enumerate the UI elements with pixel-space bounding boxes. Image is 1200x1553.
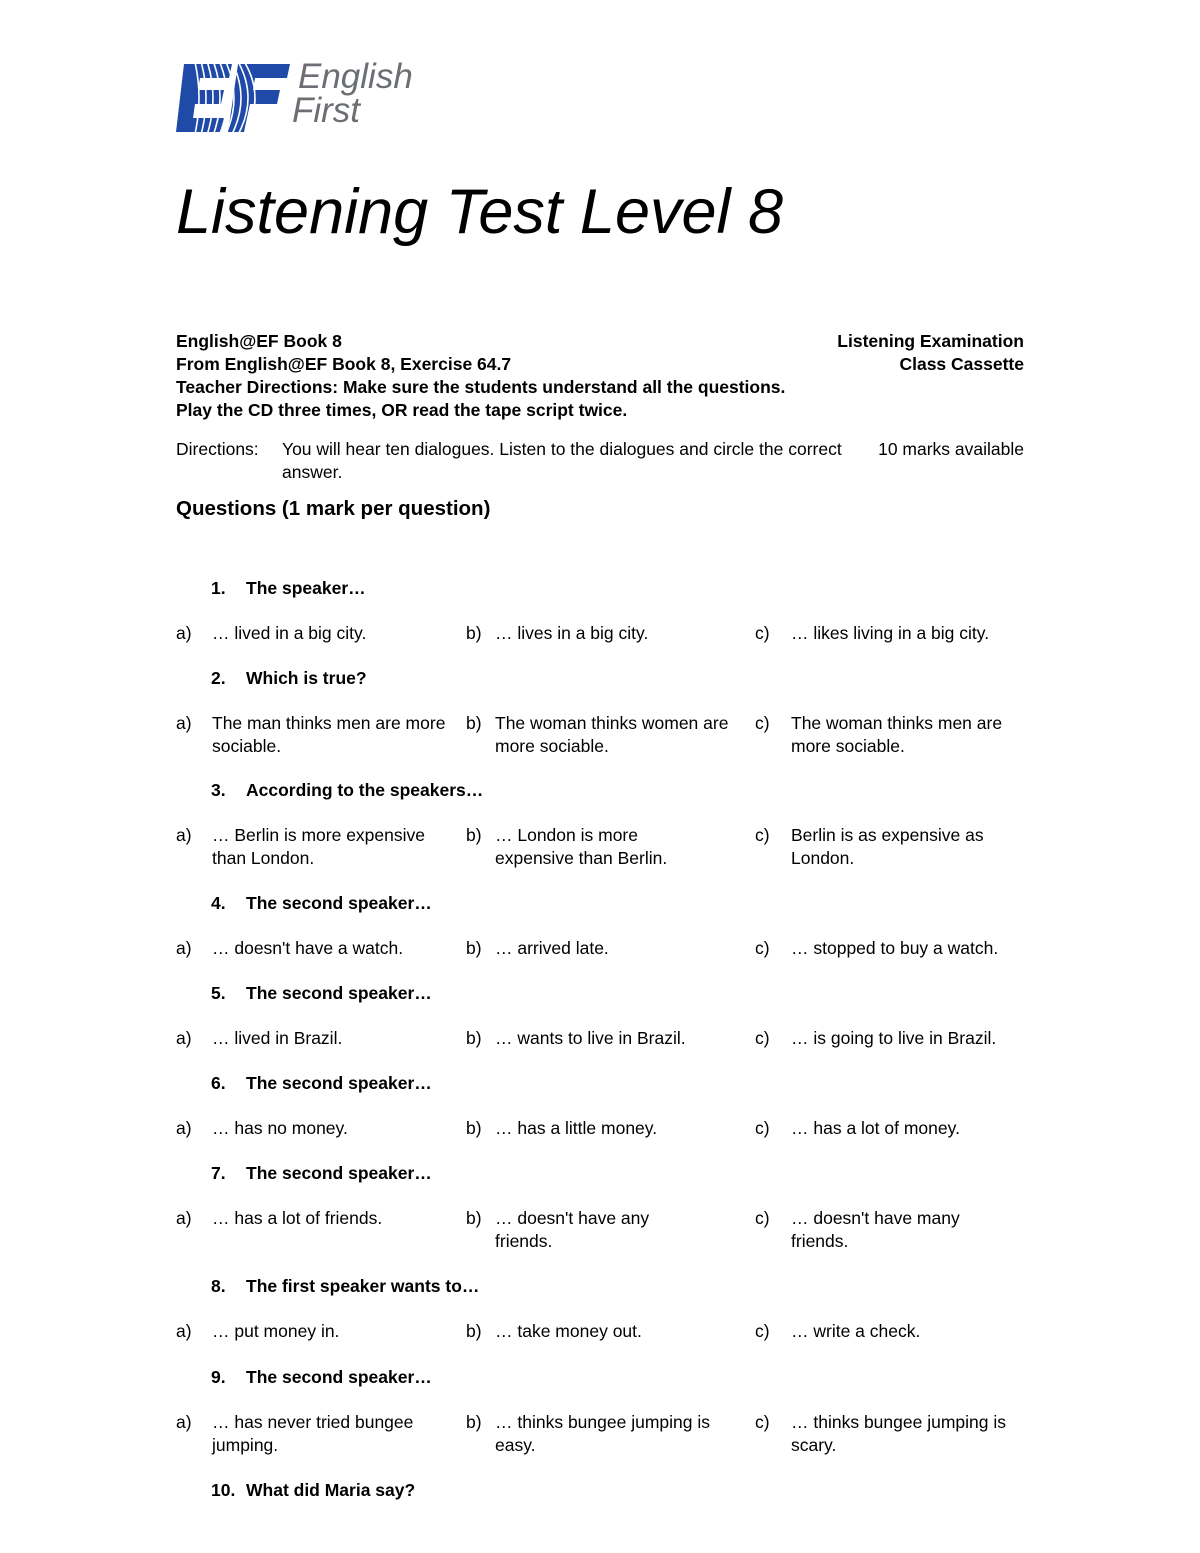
- option-letter: c): [755, 1208, 770, 1228]
- option-letter: b): [466, 1208, 482, 1228]
- option-letter: a): [176, 1321, 192, 1341]
- option-letter: a): [176, 1412, 192, 1432]
- teacher-directions: Teacher Directions: Make sure the students understand all the questions.: [176, 377, 786, 397]
- question-title: [211, 1366, 432, 1389]
- option-text: The woman thinks women are more sociable.: [495, 713, 729, 756]
- cassette-label: Class Cassette: [899, 354, 1024, 374]
- option-text: … lived in a big city.: [212, 623, 367, 643]
- option-text: … has a lot of money.: [791, 1118, 960, 1138]
- option-text: … has never tried bungee jumping.: [212, 1412, 414, 1455]
- question-number: 1.: [211, 578, 226, 598]
- option-text: … has a little money.: [495, 1118, 658, 1138]
- marks-available: 10 marks available: [878, 439, 1024, 459]
- page-title: Listening Test Level 8: [176, 177, 784, 247]
- option-text: … write a check.: [791, 1321, 921, 1341]
- question-title: [211, 982, 432, 1005]
- option-letter: b): [466, 713, 482, 733]
- question-title: [211, 892, 432, 915]
- question-title: [211, 667, 367, 690]
- question-text: The second speaker…: [246, 1163, 432, 1183]
- option-letter: b): [466, 1028, 482, 1048]
- option-letter: a): [176, 1028, 192, 1048]
- option-letter: a): [176, 825, 192, 845]
- question-title: [211, 1479, 415, 1502]
- option-letter: b): [466, 825, 482, 845]
- option-text: Berlin is as expensive as London.: [791, 825, 984, 868]
- option-text: … thinks bungee jumping is scary.: [791, 1412, 1006, 1455]
- question-text: According to the speakers…: [246, 780, 484, 800]
- option-text: … wants to live in Brazil.: [495, 1028, 686, 1048]
- option-text: … doesn't have any friends.: [495, 1208, 650, 1251]
- option-letter: c): [755, 938, 770, 958]
- directions-text: You will hear ten dialogues. Listen to the dialogues and circle the correct answer.: [282, 439, 842, 482]
- option-text: … doesn't have a watch.: [212, 938, 404, 958]
- option-text: … has a lot of friends.: [212, 1208, 383, 1228]
- option-text: … London is more expensive than Berlin.: [495, 825, 668, 868]
- question-number: 7.: [211, 1163, 226, 1183]
- option-letter: b): [466, 1412, 482, 1432]
- option-letter: b): [466, 938, 482, 958]
- exam-type: Listening Examination: [837, 331, 1024, 351]
- question-number: 5.: [211, 983, 226, 1003]
- option-letter: c): [755, 713, 770, 733]
- option-text: … is going to live in Brazil.: [791, 1028, 997, 1048]
- option-letter: a): [176, 1208, 192, 1228]
- option-letter: a): [176, 713, 192, 733]
- option-text: … arrived late.: [495, 938, 609, 958]
- question-title: [211, 1162, 432, 1185]
- question-number: 4.: [211, 893, 226, 913]
- option-text: … stopped to buy a watch.: [791, 938, 999, 958]
- option-text: The woman thinks men are more sociable.: [791, 713, 1003, 756]
- option-letter: b): [466, 623, 482, 643]
- question-number: 3.: [211, 780, 226, 800]
- option-letter: b): [466, 1321, 482, 1341]
- option-text: … take money out.: [495, 1321, 642, 1341]
- question-number: 6.: [211, 1073, 226, 1093]
- question-text: The first speaker wants to…: [246, 1276, 480, 1296]
- book-label: English@EF Book 8: [176, 331, 342, 351]
- question-title: [211, 1275, 479, 1298]
- ef-logo-icon: [176, 62, 290, 134]
- question-text: The second speaker…: [246, 983, 432, 1003]
- exercise-source: From English@EF Book 8, Exercise 64.7: [176, 354, 512, 374]
- question-text: The speaker…: [246, 578, 366, 598]
- logo-line-english: English: [298, 57, 413, 96]
- question-number: 2.: [211, 668, 226, 688]
- directions-label: Directions:: [176, 439, 259, 459]
- option-letter: c): [755, 1118, 770, 1138]
- option-letter: c): [755, 1028, 770, 1048]
- play-instructions: Play the CD three times, OR read the tape script twice.: [176, 400, 628, 420]
- option-text: … likes living in a big city.: [791, 623, 990, 643]
- option-text: … lived in Brazil.: [212, 1028, 343, 1048]
- option-letter: a): [176, 1118, 192, 1138]
- option-text: … Berlin is more expensive than London.: [212, 825, 425, 868]
- option-text: … doesn't have many friends.: [791, 1208, 960, 1251]
- question-title: [211, 779, 483, 802]
- question-number: 10.: [211, 1480, 236, 1500]
- option-text: … thinks bungee jumping is easy.: [495, 1412, 710, 1455]
- question-text: The second speaker…: [246, 893, 432, 913]
- questions-heading: Questions (1 mark per question): [176, 497, 491, 520]
- question-title: [211, 577, 366, 600]
- option-text: … put money in.: [212, 1321, 340, 1341]
- logo-wordmark: [292, 57, 413, 130]
- question-number: 9.: [211, 1367, 226, 1387]
- option-text: … has no money.: [212, 1118, 348, 1138]
- logo-line-first: First: [292, 91, 361, 130]
- question-text: What did Maria say?: [246, 1480, 416, 1500]
- english-first-logo: [176, 57, 436, 136]
- option-letter: b): [466, 1118, 482, 1138]
- question-number: 8.: [211, 1276, 226, 1296]
- question-text: The second speaker…: [246, 1367, 432, 1387]
- option-letter: c): [755, 1412, 770, 1432]
- question-text: Which is true?: [246, 668, 367, 688]
- option-letter: a): [176, 623, 192, 643]
- question-title: [211, 1072, 432, 1095]
- question-text: The second speaker…: [246, 1073, 432, 1093]
- option-letter: c): [755, 623, 770, 643]
- option-text: … lives in a big city.: [495, 623, 649, 643]
- option-letter: c): [755, 825, 770, 845]
- option-text: The man thinks men are more sociable.: [212, 713, 446, 756]
- option-letter: a): [176, 938, 192, 958]
- option-letter: c): [755, 1321, 770, 1341]
